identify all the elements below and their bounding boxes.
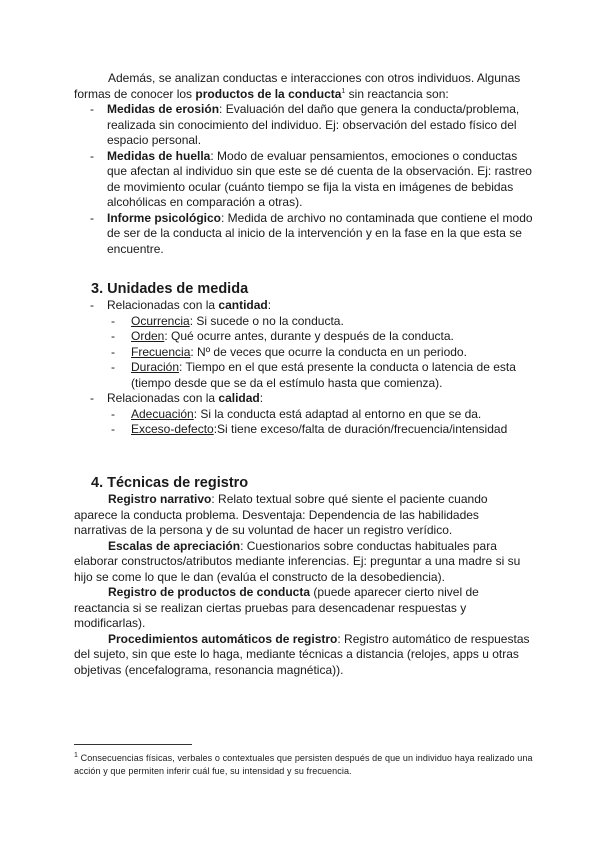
list-item-calidad [74,391,534,407]
units-list [74,298,534,314]
definition: : Registro automático de respuestas del sujeto, sin que este lo haga, mediante técnicas a distancia (relojes, apps u otras objetivas (encefalograma, resonancia magnética)). [74,631,530,677]
term: Adecuación [131,406,194,421]
label: Relacionadas con la [107,391,219,405]
definition: :Si tiene exceso/falta de duración/frecuencia/intensidad [213,422,508,436]
term: Medidas de huella [107,148,211,163]
term: Medidas de erosión [107,102,220,116]
sublist-item [111,329,534,345]
definition: : Qué ocurre antes, durante y después de la conducta. [164,329,454,343]
label-colon: : [259,391,264,405]
definition: : Si la conducta está adaptad al entorno en que se da. [193,406,482,421]
definition: : Cuestionarios sobre conductas habituales para elaborar constructos/atributos mediante inferencias. Ej: preguntar a una madre si su hijo se come lo que le dan (evalúa el constructo de la desobediencia). [74,538,521,584]
sublist-item [111,407,534,423]
sublist-item [111,345,534,361]
list-item-informe [74,211,534,258]
section-3-heading: 3. Unidades de medida [91,281,249,297]
footnote-reference: 1 [341,87,346,95]
definition: : Medida de archivo no contaminada que contiene el modo de ser de la conducta al inicio de la intervención y en la fase en la que esta se encuentre. [107,210,533,256]
sublist-item [111,422,534,438]
label-colon: : [267,298,272,312]
list-item-cantidad [74,298,534,314]
term: Frecuencia [131,344,191,359]
footnote-text: Consecuencias físicas, verbales o contextuales que persisten después de que un individuo haya realizado una acción y que permiten inferir cuál fue, su intensidad y su frecuencia. [74,753,533,776]
definition: : Tiempo en el que está presente la conducta o latencia de esta (tiempo desde que se da el estímulo hasta que comienza). [131,360,516,390]
cantidad-sublist [74,314,534,392]
block-section-4 [74,474,534,678]
paragraph [74,539,534,586]
intro-text: Además, se analizan conductas e interacciones con otros individuos. Algunas formas de conocer los [74,71,521,101]
paragraph [74,585,534,632]
footnote-mark: 1 [74,752,78,759]
definition: : Relato textual sobre qué siente el paciente cuando aparece la conducta problema. Desventaja: Dependencia de las habilidades narrativas de la persona y de su voluntad de hacer un registro verídico. [74,492,488,537]
measures-list [74,102,534,257]
definition: : Nº de veces que ocurre la conducta en un periodo. [190,344,467,359]
units-list-2 [74,391,534,407]
term: Registro de productos de conducta [108,585,311,599]
label: Relacionadas con la [107,298,219,312]
definition: : Modo de evaluar pensamientos, emociones o conductas que afectan al individuo sin que este se dé cuenta de la observación. Ej: rastreo de movimiento ocular (cuánto tiempo se fija la vista en imágenes de bebidas alcohólicas en comparación a otras). [107,148,532,209]
label-bold: calidad [218,391,260,405]
paragraph [74,632,534,679]
label-bold: cantidad [218,298,268,312]
footnote-divider [74,744,192,745]
term: Ocurrencia [131,313,190,328]
sublist-item [111,360,534,391]
term: Orden [131,329,165,343]
footnote [74,752,534,778]
term: Duración [131,360,180,374]
term: Exceso-defecto [131,422,214,436]
term: Informe psicológico [107,210,222,225]
paragraph [74,492,534,539]
block-intro [74,71,534,257]
list-item-huella [74,149,534,211]
term: Procedimientos automáticos de registro [108,631,338,646]
list-item-erosion [74,102,534,149]
sublist-item [111,314,534,330]
section-4-heading: 4. Técnicas de registro [91,475,249,491]
block-section-3 [74,280,534,438]
term: Registro narrativo [108,492,212,506]
term: Escalas de apreciación [108,538,241,553]
intro-paragraph [74,71,534,102]
definition: : Evaluación del daño que genera la conducta/problema, realizada sin conocimiento del individuo. Ej: observación del estado físico del espacio personal. [107,102,520,147]
calidad-sublist [74,407,534,438]
definition: : Si sucede o no la conducta. [189,313,344,328]
intro-text-end: sin reactancia son: [345,86,449,101]
definition: (puede aparecer cierto nivel de reactancia si se realizan ciertas pruebas para desencadenar respuestas y modificarlas). [74,585,479,630]
intro-bold-term: productos de la conducta [195,86,342,101]
